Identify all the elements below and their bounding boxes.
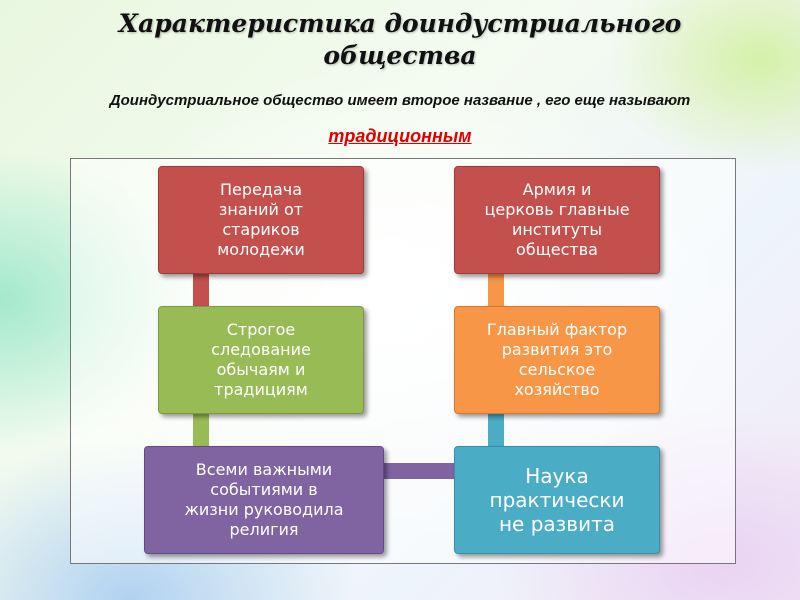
box-religion: Всеми важными событиями в жизни руководила религия bbox=[144, 446, 384, 554]
connector-orange-army bbox=[488, 274, 504, 306]
slide-subtitle: Доиндустриальное общество имеет второе название , его еще называют bbox=[109, 92, 691, 109]
box-army-church: Армия и церковь главные институты общества bbox=[454, 166, 660, 274]
connector-purple-teal bbox=[384, 463, 456, 479]
box-agriculture: Главный фактор развития это сельское хозяйство bbox=[454, 306, 660, 414]
box-knowledge-transfer: Передача знаний от стариков молодежи bbox=[158, 166, 364, 274]
connector-teal-orange bbox=[488, 414, 504, 448]
box-customs: Строгое следование обычаям и традициям bbox=[158, 306, 364, 414]
slide-title: Характеристика доиндустриального общества bbox=[118, 9, 682, 70]
highlight-term: традиционным bbox=[328, 126, 472, 146]
box-science: Наука практически не развита bbox=[454, 446, 660, 554]
connector-green-purple bbox=[193, 414, 209, 448]
connector-red-green bbox=[193, 272, 209, 308]
